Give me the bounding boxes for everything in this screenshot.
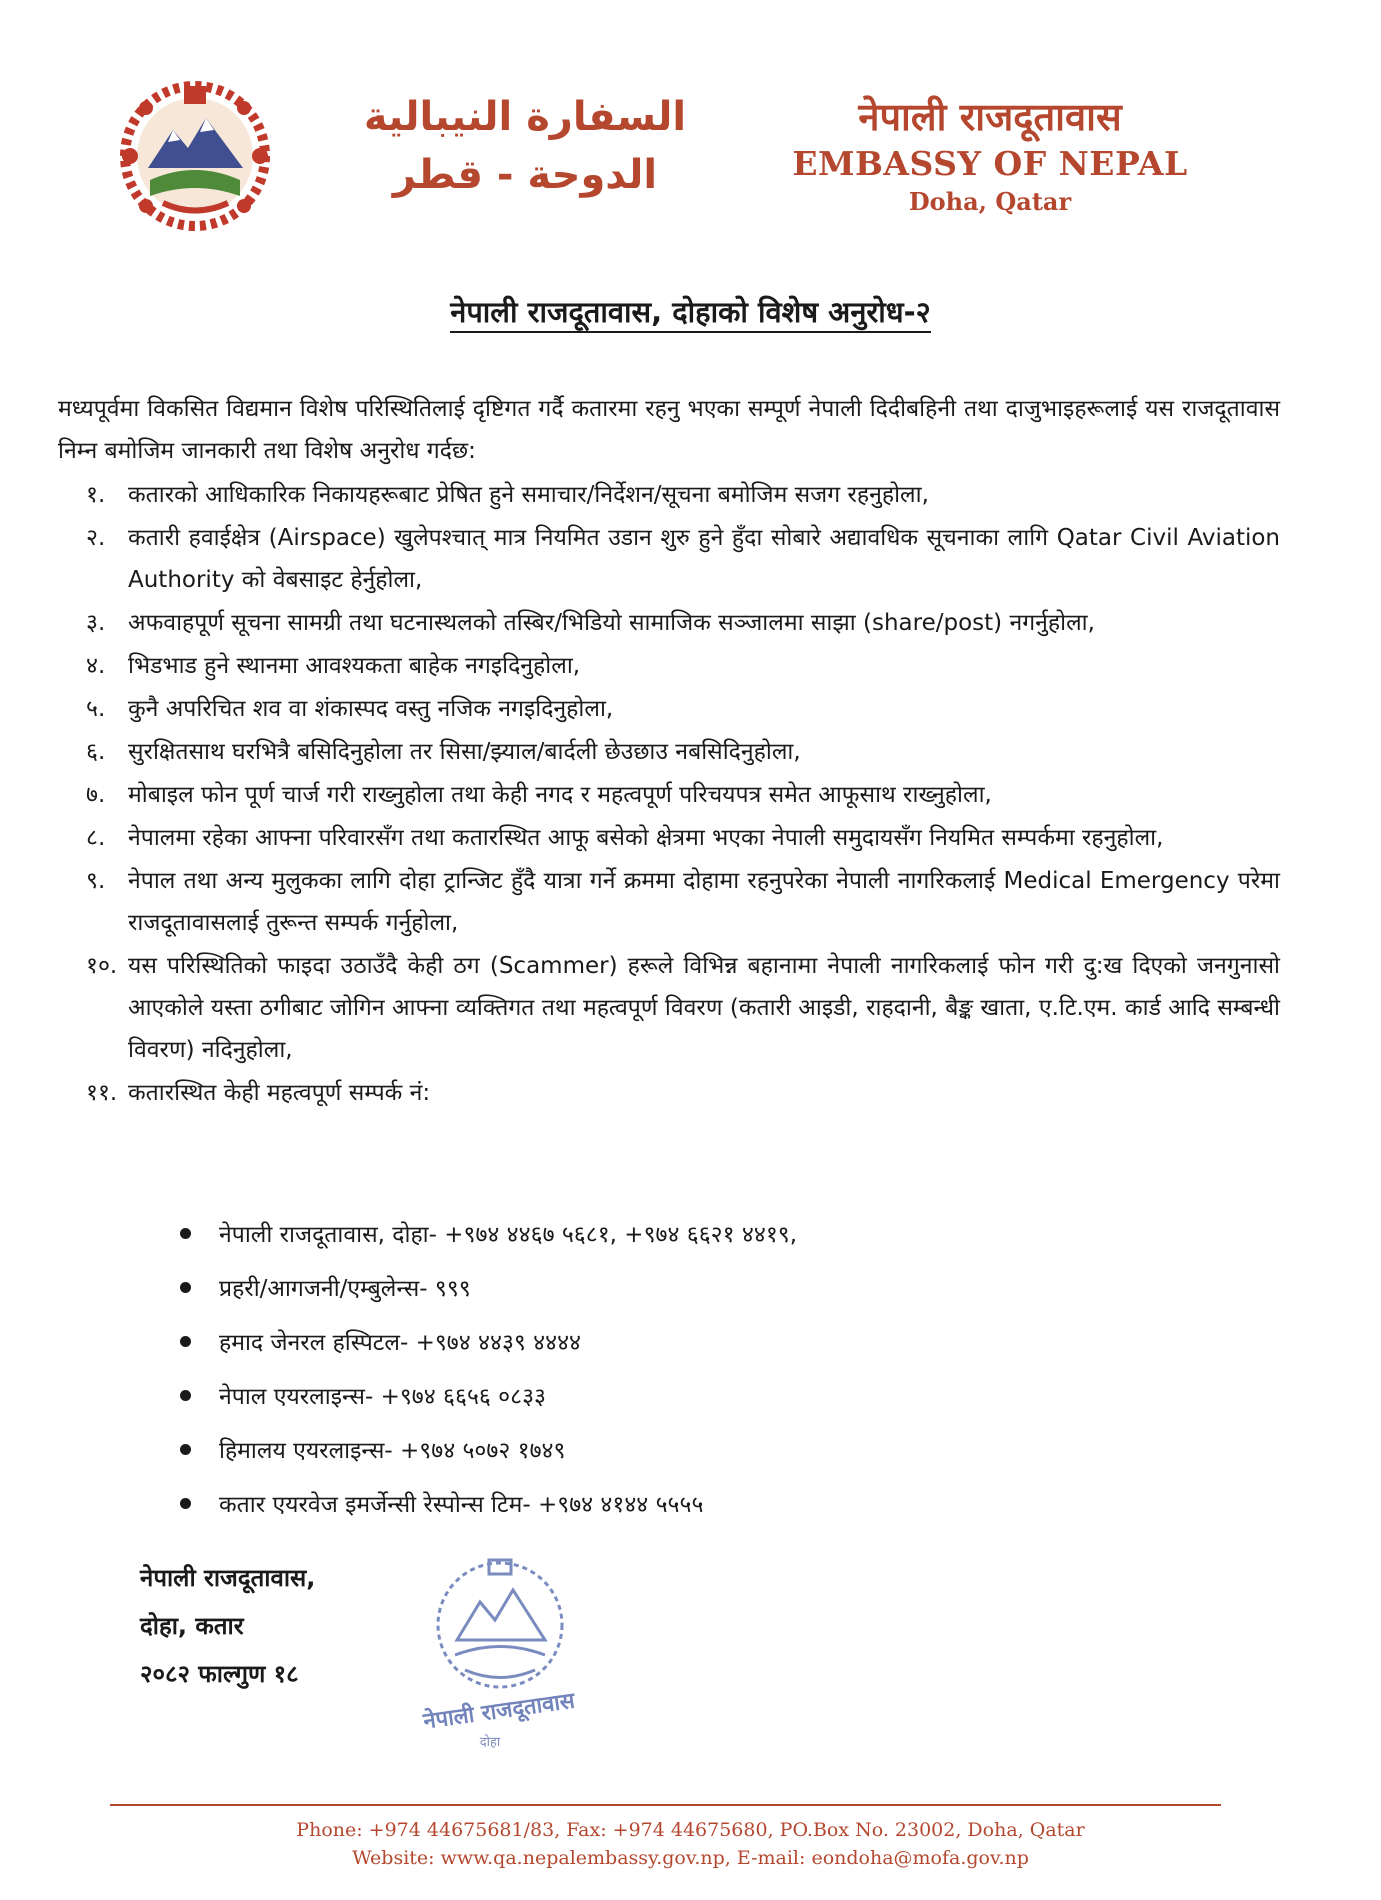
list-item-number: ७. — [86, 782, 106, 808]
list-item-text: नेपाल तथा अन्य मुलुकका लागि दोहा ट्रान्जिट हुँदै यात्रा गर्ने क्रममा दोहामा रहनुपरेका नेपाली नागरिकलाई Medical Emergency परेमा राजदूतावासलाई तुरून्त सम्पर्क गर्नुहोला, — [128, 868, 1280, 936]
arabic-heading-line1: السفارة النيبالية — [363, 94, 687, 140]
svg-text:दोहा: दोहा — [479, 1735, 501, 1750]
list-item — [58, 945, 1280, 1071]
contact-item — [180, 1314, 1080, 1368]
contact-text: हमाद जेनरल हस्पिटल- +९७४ ४४३९ ४४४४ — [219, 1330, 582, 1356]
embassy-name-english: EMBASSY OF NEPAL — [792, 144, 1188, 183]
contact-item — [180, 1206, 1080, 1260]
list-item-number: २. — [86, 525, 106, 551]
list-item-number: १. — [86, 482, 106, 508]
page-title — [0, 292, 1381, 332]
list-item-number: १०. — [86, 953, 118, 979]
list-item — [58, 860, 1280, 944]
contact-text: नेपाल एयरलाइन्स- +९७४ ६६५६ ०८३३ — [219, 1384, 547, 1410]
list-item-text: भिडभाड हुने स्थानमा आवश्यकता बाहेक नगइदिनुहोला, — [128, 653, 581, 679]
list-item-text: मोबाइल फोन पूर्ण चार्ज गरी राख्नुहोला तथा केही नगद र महत्वपूर्ण परिचयपत्र समेत आफूसाथ राख्नुहोला, — [128, 782, 992, 808]
contact-list — [180, 1206, 1080, 1530]
footer-divider — [110, 1804, 1221, 1806]
embassy-city: Doha, Qatar — [908, 187, 1072, 216]
bullet-icon — [180, 1498, 191, 1509]
embassy-heading — [790, 92, 1190, 218]
nepal-emblem-icon — [108, 68, 283, 238]
list-item-number: ९. — [86, 868, 106, 894]
list-item — [58, 731, 1280, 773]
bullet-icon — [180, 1390, 191, 1401]
signature-block — [140, 1554, 315, 1698]
list-item-text: यस परिस्थितिको फाइदा उठाउँदै केही ठग (Scammer) हरूले विभिन्न बहानामा नेपाली नागरिकलाई फोन गरी दु:ख दिएको जनगुनासो आएकोले यस्ता ठगीबाट जोगिन आफ्ना व्यक्तिगत तथा महत्वपूर्ण विवरण (कतारी आइडी, राहदानी, बैङ्क खाता, ए.टि.एम. कार्ड आदि सम्बन्धी विवरण) नदिनुहोला, — [128, 953, 1280, 1063]
list-item — [58, 645, 1280, 687]
intro-paragraph: मध्यपूर्वमा विकसित विद्यमान विशेष परिस्थितिलाई दृष्टिगत गर्दै कतारमा रहनु भएका सम्पूर्ण नेपाली दिदीबहिनी तथा दाजुभाइहरूलाई यस राजदूतावास निम्न बमोजिम जानकारी तथा विशेष अनुरोध गर्दछ: — [58, 396, 1280, 464]
contact-item — [180, 1422, 1080, 1476]
signature-date: २०८२ फाल्गुण १८ — [140, 1660, 299, 1688]
list-item-text: अफवाहपूर्ण सूचना सामग्री तथा घटनास्थलको तस्बिर/भिडियो सामाजिक सञ्जालमा साझा (share/post) नगर्नुहोला, — [128, 610, 1095, 636]
arabic-heading — [330, 88, 720, 204]
list-item-text: कतारी हवाईक्षेत्र (Airspace) खुलेपश्चात् मात्र नियमित उडान शुरु हुने हुँदा सोबारे अद्यावधिक सूचनाका लागि Qatar Civil Aviation Authority को वेबसाइट हेर्नुहोला, — [128, 525, 1280, 593]
arabic-heading-line2: الدوحة - قطر — [392, 152, 658, 198]
list-item-text: कतारको आधिकारिक निकायहरूबाट प्रेषित हुने समाचार/निर्देशन/सूचना बमोजिम सजग रहनुहोला, — [128, 482, 929, 508]
contact-item — [180, 1476, 1080, 1530]
contact-text: नेपाली राजदूतावास, दोहा- +९७४ ४४६७ ५६८१, +९७४ ६६२१ ४४१९, — [219, 1222, 798, 1248]
list-item-text: नेपालमा रहेका आफ्ना परिवारसँग तथा कतारस्थित आफू बसेको क्षेत्रमा भएका नेपाली समुदायसँग नियमित सम्पर्कमा रहनुहोला, — [128, 825, 1164, 851]
list-item-text: कतारस्थित केही महत्वपूर्ण सम्पर्क नं: — [128, 1080, 431, 1106]
embassy-stamp-icon — [395, 1540, 605, 1755]
list-item — [58, 817, 1280, 859]
footer-contact-line: Phone: +974 44675681/83, Fax: +974 44675680, PO.Box No. 23002, Doha, Qatar — [296, 1819, 1085, 1841]
footer — [0, 1816, 1381, 1872]
contact-item — [180, 1368, 1080, 1422]
list-item — [58, 774, 1280, 816]
list-item — [58, 474, 1280, 516]
signature-line2: दोहा, कतार — [140, 1612, 244, 1640]
list-item-number: ११. — [86, 1080, 118, 1106]
contact-text: हिमालय एयरलाइन्स- +९७४ ५०७२ १७४९ — [219, 1438, 566, 1464]
list-item-text: सुरक्षितसाथ घरभित्रै बसिदिनुहोला तर सिसा/झ्याल/बार्दली छेउछाउ नबसिदिनुहोला, — [128, 739, 801, 765]
list-item-number: ६. — [86, 739, 106, 765]
list-item — [58, 1072, 1280, 1114]
list-item — [58, 517, 1280, 601]
contact-text: प्रहरी/आगजनी/एम्बुलेन्स- ९९९ — [219, 1276, 471, 1302]
footer-web-line: Website: www.qa.nepalembassy.gov.np, E-mail: eondoha@mofa.gov.np — [352, 1847, 1029, 1869]
bullet-icon — [180, 1228, 191, 1239]
list-item-text: कुनै अपरिचित शव वा शंकास्पद वस्तु नजिक नगइदिनुहोला, — [128, 696, 614, 722]
page-title-text: नेपाली राजदूतावास, दोहाको विशेष अनुरोध-२ — [450, 295, 931, 333]
list-item-number: ३. — [86, 610, 106, 636]
signature-line1: नेपाली राजदूतावास, — [140, 1564, 316, 1592]
bullet-icon — [180, 1282, 191, 1293]
svg-text:नेपाली राजदूतावास: नेपाली राजदूतावास — [421, 1688, 577, 1735]
list-item-number: ५. — [86, 696, 106, 722]
embassy-name-nepali: नेपाली राजदूतावास — [858, 94, 1122, 139]
list-item-number: ४. — [86, 653, 106, 679]
bullet-icon — [180, 1336, 191, 1347]
contact-text: कतार एयरवेज इमर्जेन्सी रेस्पोन्स टिम- +९७४ ४१४४ ५५५५ — [219, 1492, 704, 1518]
request-list — [58, 474, 1280, 1115]
contact-item — [180, 1260, 1080, 1314]
list-item — [58, 688, 1280, 730]
list-item — [58, 602, 1280, 644]
list-item-number: ८. — [86, 825, 106, 851]
bullet-icon — [180, 1444, 191, 1455]
